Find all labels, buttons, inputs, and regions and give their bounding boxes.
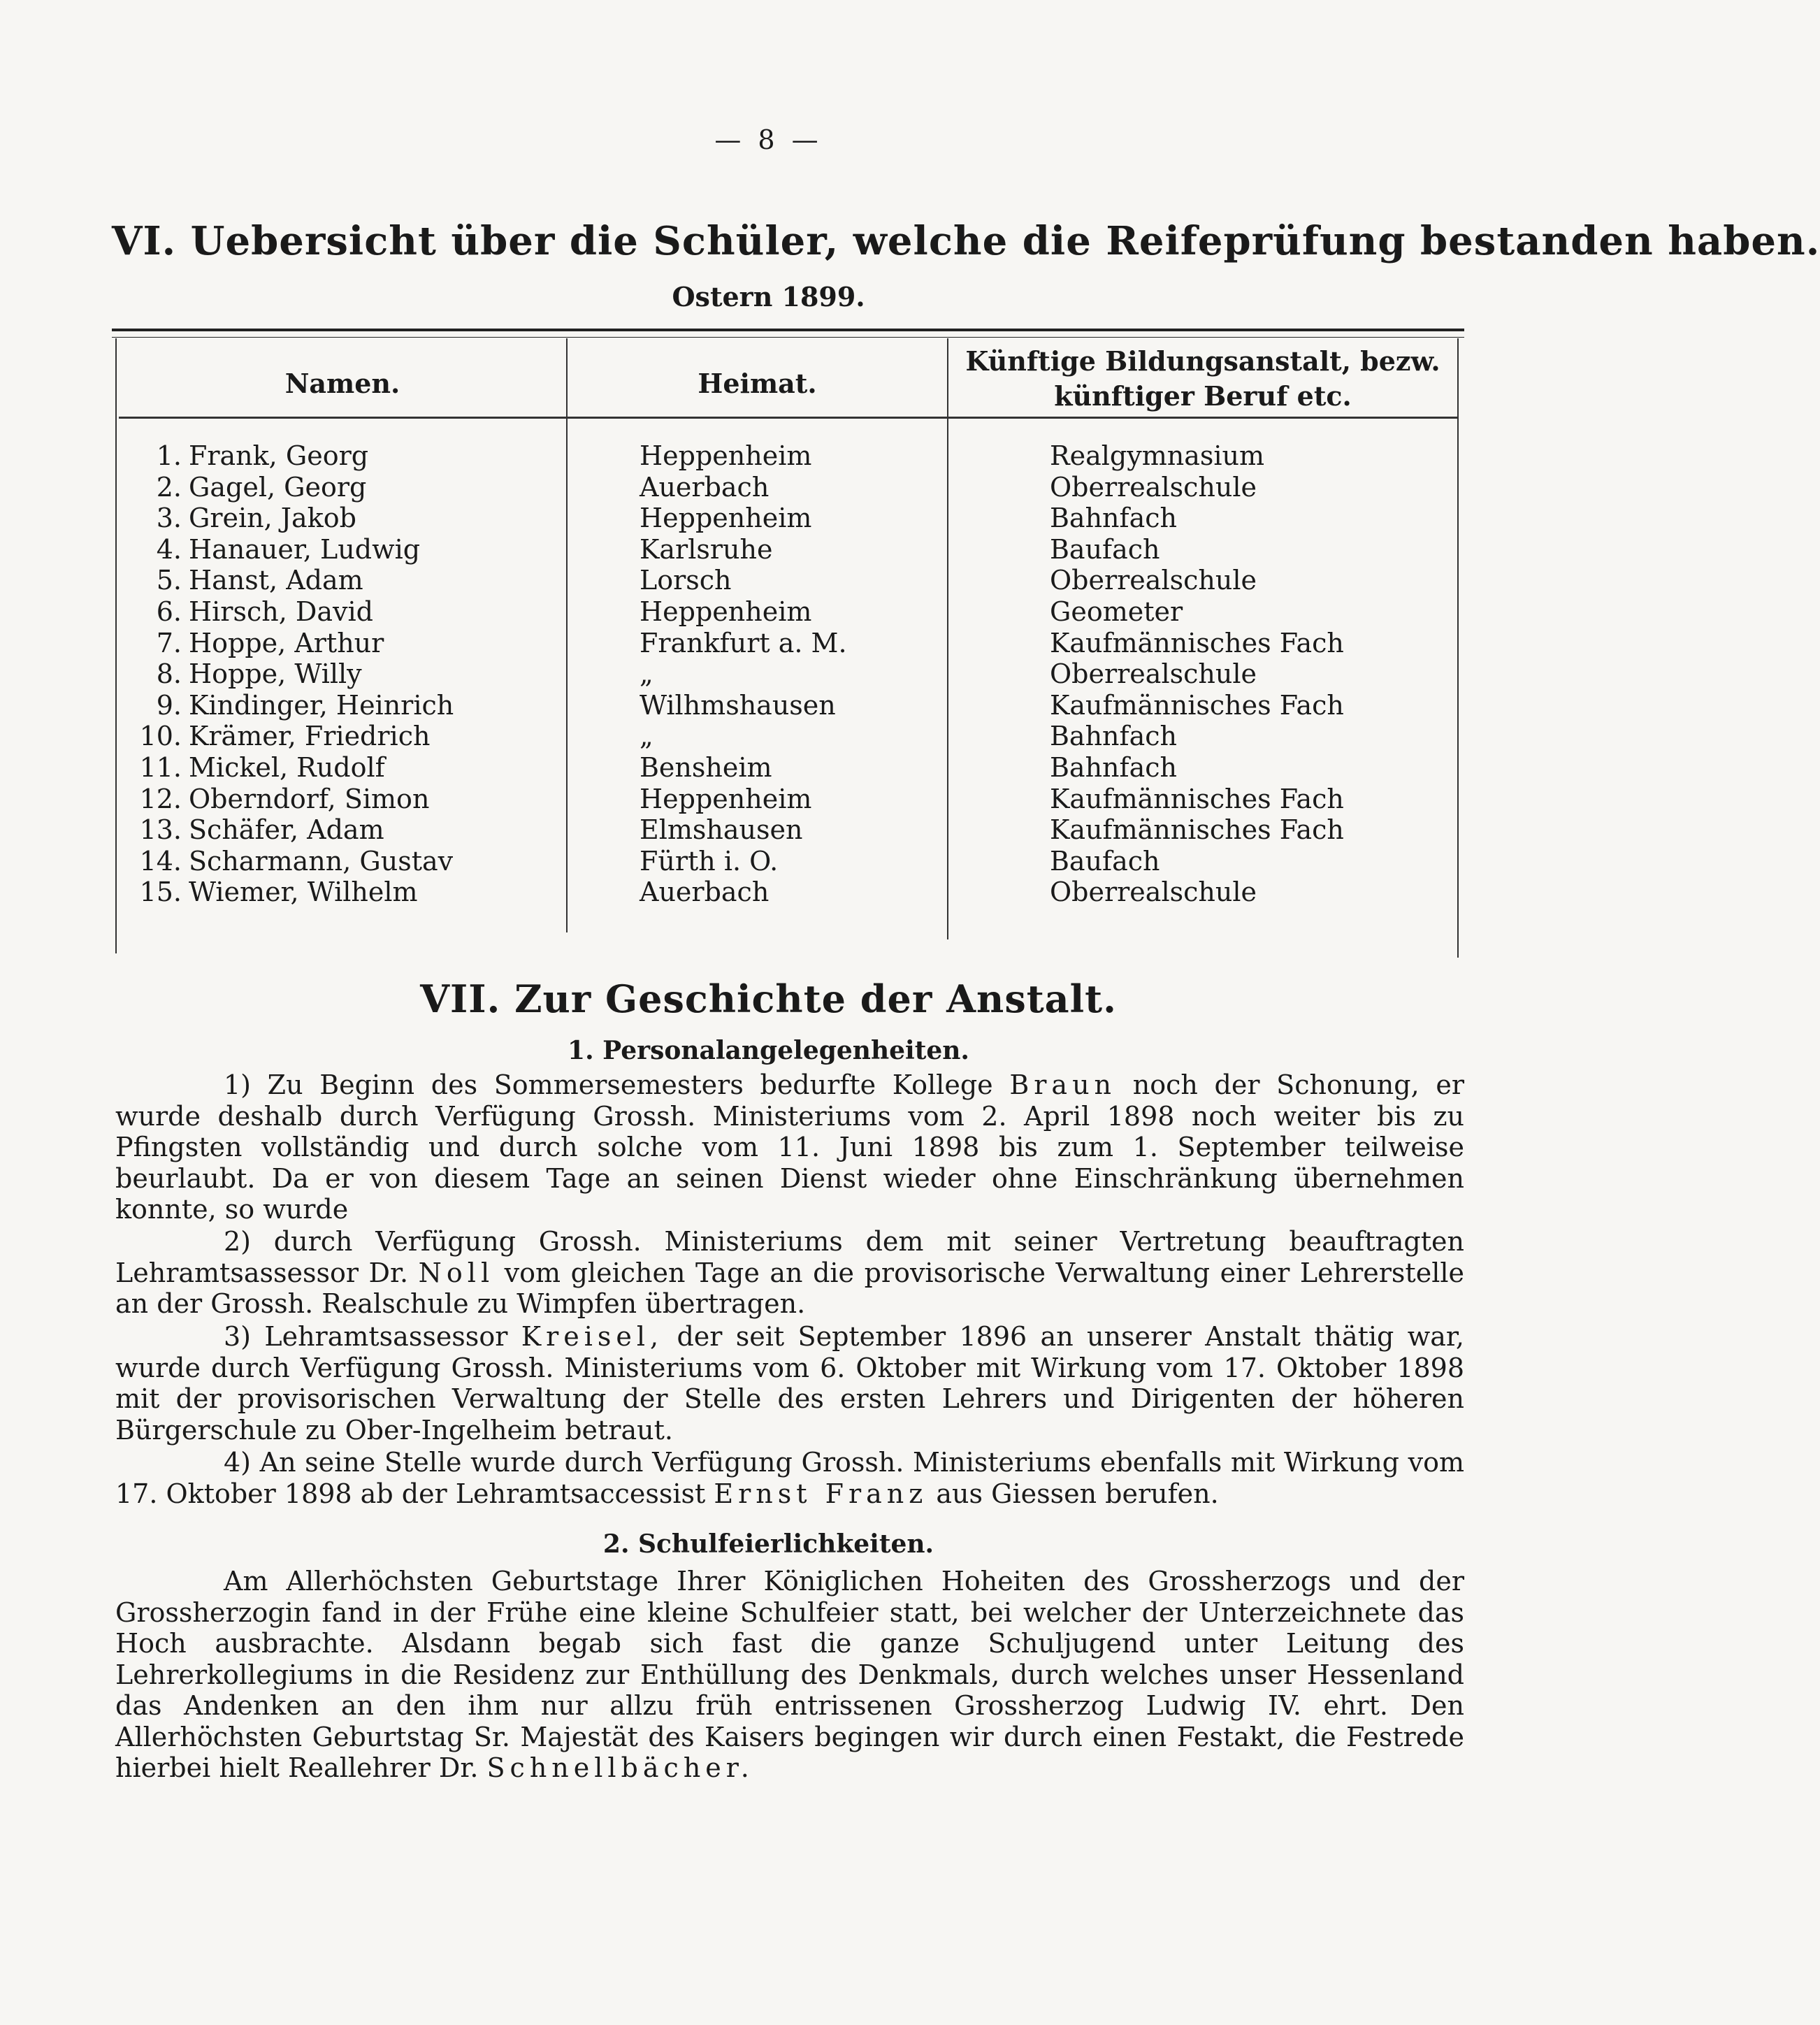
table-row [0, 752, 1537, 784]
row-heimat: Wilhmshausen [640, 689, 836, 721]
table-body [0, 440, 1537, 908]
paragraph-5-text-a: Am Allerhöchsten Geburtstage Ihrer Königlichen Hoheiten des Grossherzogs und der Grossherzogin fand in der Frühe eine kleine Schulfeier statt, bei welcher der Unterzeichnete das Hoch ausbrachte. Alsdann begab sich fast die ganze Schuljugend unter Leitung des Lehrerkollegiums in die Residenz zur Enthüllung des Denkmals, durch welches unser Hessenland das Andenken an den ihm nur allzu früh entrissenen Grossherzog Ludwig IV. ehrt. Den Allerhöchsten Geburtstag Sr. Majestät des Kaisers begingen wir durch einen Festakt, die Festrede hierbei hielt Reallehrer Dr. [115, 1566, 1464, 1783]
table-row [0, 814, 1537, 846]
table-row [0, 565, 1537, 596]
row-name: Gagel, Georg [189, 471, 367, 503]
table-row [0, 503, 1537, 534]
row-number: 12. [139, 783, 182, 814]
table-row [0, 534, 1537, 565]
table-row [0, 784, 1537, 815]
column-header-future [948, 344, 1457, 414]
row-heimat: Auerbach [640, 471, 770, 503]
row-name: Scharmann, Gustav [189, 845, 454, 877]
row-number: 1. [156, 440, 182, 471]
paragraph-1-text-a: 1) Zu Beginn des Sommersemesters bedurfte Kollege [224, 1069, 993, 1100]
paragraph-3 [115, 1321, 1464, 1446]
column-header-future-line2: künftiger Beruf etc. [1054, 380, 1352, 412]
table-row [0, 628, 1537, 659]
table-row [0, 440, 1537, 472]
subheading-personal: 1. Personalangelegenheiten. [568, 1036, 969, 1065]
row-name: Oberndorf, Simon [189, 783, 430, 814]
table-row [0, 658, 1537, 690]
table-row [0, 846, 1537, 877]
row-future: Bahnfach [1050, 503, 1178, 534]
row-heimat: Elmshausen [640, 814, 803, 846]
row-heimat: Heppenheim [640, 440, 812, 471]
row-name: Mickel, Rudolf [189, 751, 385, 783]
row-future: Bahnfach [1050, 721, 1178, 752]
row-future: Oberrealschule [1050, 658, 1257, 690]
paragraph-4 [115, 1447, 1464, 1509]
row-number: 15. [139, 877, 182, 908]
row-future: Bahnfach [1050, 751, 1178, 783]
row-name: Grein, Jakob [189, 503, 356, 534]
paragraph-3-text-b: der seit September 1896 an unserer Anstalt thätig war, wurde durch Verfügung Grossh. Ministeriums vom 6. Oktober mit Wirkung vom 17. Oktober 1898 mit der provisorischen Verwaltung der Stelle des ersten Lehrers und Dirigenten der höheren Bürgerschule zu Ober-Ingelheim betraut. [115, 1321, 1464, 1446]
header-rule [119, 417, 1457, 419]
row-future: Oberrealschule [1050, 471, 1257, 503]
person-name-kreisel: Kreisel, [521, 1321, 664, 1352]
row-number: 13. [139, 814, 182, 846]
row-number: 9. [156, 689, 182, 721]
column-header-future-line1: Künftige Bildungsanstalt, bezw. [965, 345, 1440, 377]
row-number: 5. [156, 565, 182, 596]
row-future: Oberrealschule [1050, 877, 1257, 908]
exam-date: Ostern 1899. [672, 281, 865, 312]
table-row [0, 877, 1537, 908]
person-name-braun: Braun [1009, 1069, 1117, 1100]
row-heimat: Heppenheim [640, 783, 812, 814]
table-row [0, 721, 1537, 752]
row-heimat: Auerbach [640, 877, 770, 908]
row-future: Baufach [1050, 845, 1160, 877]
row-name: Hirsch, David [189, 596, 373, 627]
paragraph-3-text-a: 3) Lehramtsassessor [224, 1321, 508, 1352]
row-future: Oberrealschule [1050, 565, 1257, 596]
row-number: 2. [156, 471, 182, 503]
paragraph-1 [115, 1069, 1464, 1225]
row-heimat: „ [640, 721, 653, 752]
row-heimat: Karlsruhe [640, 533, 773, 565]
section-heading-vi: VI. Uebersicht über die Schüler, welche die Reifeprüfung bestanden haben. [112, 218, 1820, 264]
row-number: 6. [156, 596, 182, 627]
row-name: Kindinger, Heinrich [189, 689, 454, 721]
row-number: 8. [156, 658, 182, 690]
row-number: 11. [139, 751, 182, 783]
page-number: — 8 — [714, 124, 823, 155]
row-name: Hanauer, Ludwig [189, 533, 421, 565]
column-header-names: Namen. [284, 368, 400, 399]
row-heimat: Heppenheim [640, 596, 812, 627]
row-future: Kaufmännisches Fach [1050, 689, 1344, 721]
paragraph-2-text-a: 2) durch Verfügung Grossh. Ministeriums dem mit seiner Vertretung beauftragten Lehramtsassessor Dr. [115, 1226, 1464, 1288]
row-number: 7. [156, 627, 182, 658]
paragraph-5 [115, 1566, 1464, 1784]
person-name-schnellbaecher: Schnellbächer. [486, 1752, 754, 1783]
subheading-celebrations: 2. Schulfeierlichkeiten. [602, 1529, 934, 1559]
row-number: 10. [139, 721, 182, 752]
row-heimat: Bensheim [640, 751, 772, 783]
row-name: Hoppe, Arthur [189, 627, 384, 658]
row-name: Schäfer, Adam [189, 814, 384, 846]
row-future: Baufach [1050, 533, 1160, 565]
row-heimat: Heppenheim [640, 503, 812, 534]
row-future: Kaufmännisches Fach [1050, 783, 1344, 814]
paragraph-1-text-b: noch der Schonung, er wurde deshalb durch Verfügung Grossh. Ministeriums vom 2. April 1898 noch weiter bis zu Pfingsten vollständig und durch solche vom 11. Juni 1898 bis zum 1. September teilweise beurlaubt. Da er von diesem Tage an seinen Dienst wieder ohne Einschränkung übernehmen konnte, so wurde [115, 1069, 1464, 1225]
row-name: Hoppe, Willy [189, 658, 362, 690]
column-header-heimat: Heimat. [698, 368, 817, 399]
paragraph-4-text-a: 4) An seine Stelle wurde durch Verfügung Grossh. Ministeriums ebenfalls mit Wirkung vom 17. Oktober 1898 ab der Lehramtsaccessist [115, 1447, 1464, 1509]
row-future: Kaufmännisches Fach [1050, 814, 1344, 846]
row-number: 14. [139, 845, 182, 877]
table-row [0, 472, 1537, 503]
row-name: Krämer, Friedrich [189, 721, 431, 752]
row-name: Wiemer, Wilhelm [189, 877, 418, 908]
paragraph-2-text-b: vom gleichen Tage an die provisorische Verwaltung einer Lehrerstelle an der Grossh. Realschule zu Wimpfen übertragen. [115, 1257, 1464, 1319]
person-name-noll: Noll [418, 1257, 495, 1288]
row-heimat: Lorsch [640, 565, 732, 596]
row-name: Hanst, Adam [189, 565, 363, 596]
paragraph-4-text-b: aus Giessen berufen. [936, 1478, 1219, 1509]
table-row [0, 690, 1537, 721]
row-name: Frank, Georg [189, 440, 369, 471]
row-heimat: Fürth i. O. [640, 845, 779, 877]
row-heimat: Frankfurt a. M. [640, 627, 847, 658]
section-heading-vii: VII. Zur Geschichte der Anstalt. [420, 977, 1117, 1021]
row-future: Kaufmännisches Fach [1050, 627, 1344, 658]
row-future: Geometer [1050, 596, 1183, 627]
row-heimat: „ [640, 658, 653, 690]
row-number: 4. [156, 533, 182, 565]
table-top-rule [112, 329, 1464, 338]
paragraph-2 [115, 1226, 1464, 1320]
person-name-franz: Ernst Franz [714, 1478, 928, 1509]
row-future: Realgymnasium [1050, 440, 1265, 471]
row-number: 3. [156, 503, 182, 534]
table-row [0, 596, 1537, 628]
